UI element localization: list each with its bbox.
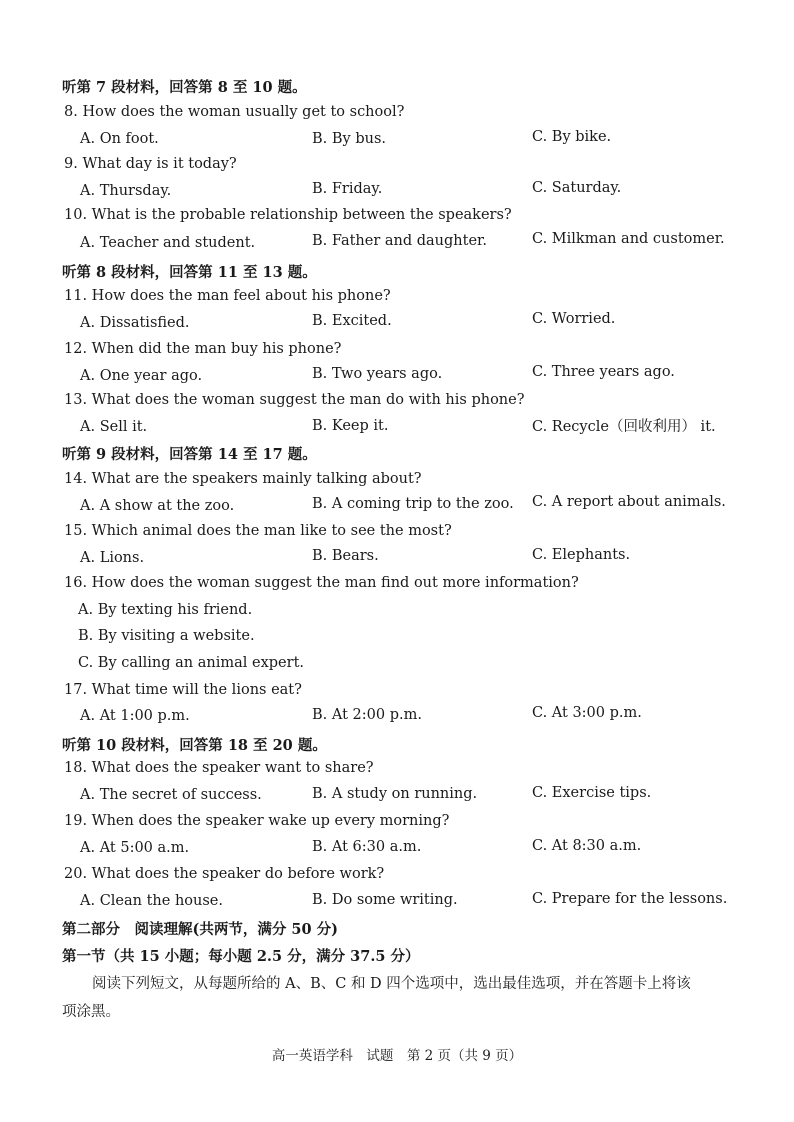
question-20: 20. What does the speaker do before work? xyxy=(64,866,385,882)
option-12b: B. Two years ago. xyxy=(312,366,443,382)
question-18: 18. What does the speaker want to share? xyxy=(64,760,374,776)
option-16b: B. By visiting a website. xyxy=(78,628,255,644)
option-13c: C. Recycle（回收利用） it. xyxy=(532,419,716,435)
option-12a: A. One year ago. xyxy=(80,368,203,384)
question-19: 19. When does the speaker wake up every morning? xyxy=(64,813,450,829)
option-10c: C. Milkman and customer. xyxy=(532,231,725,247)
option-19b: B. At 6:30 a.m. xyxy=(312,839,422,855)
option-9b: B. Friday. xyxy=(312,181,383,197)
option-17c: C. At 3:00 p.m. xyxy=(532,705,642,721)
option-18b: B. A study on running. xyxy=(312,786,478,802)
option-10a: A. Teacher and student. xyxy=(80,235,256,251)
option-14a: A. A show at the zoo. xyxy=(80,498,235,514)
section-heading-10: 听第 10 段材料，回答第 18 至 20 题。 xyxy=(62,737,327,754)
option-9a: A. Thursday. xyxy=(80,183,172,199)
option-16a: A. By texting his friend. xyxy=(78,602,253,618)
question-12: 12. When did the man buy his phone? xyxy=(64,341,342,357)
option-15b: B. Bears. xyxy=(312,548,379,564)
question-9: 9. What day is it today? xyxy=(64,156,237,172)
option-13a: A. Sell it. xyxy=(80,419,148,435)
part-two-heading: 第二部分 阅读理解(共两节，满分 50 分) xyxy=(62,921,338,938)
section-one-heading: 第一节（共 15 小题；每小题 2.5 分，满分 37.5 分） xyxy=(62,948,420,965)
question-8: 8. How does the woman usually get to school? xyxy=(64,104,405,120)
option-15a: A. Lions. xyxy=(80,550,145,566)
option-10b: B. Father and daughter. xyxy=(312,233,487,249)
option-17a: A. At 1:00 p.m. xyxy=(80,708,190,724)
option-16c: C. By calling an animal expert. xyxy=(78,655,305,671)
option-19a: A. At 5:00 a.m. xyxy=(80,840,190,856)
question-10: 10. What is the probable relationship between the speakers? xyxy=(64,207,512,223)
question-15: 15. Which animal does the man like to see the most? xyxy=(64,523,452,539)
option-20c: C. Prepare for the lessons. xyxy=(532,891,728,907)
option-19c: C. At 8:30 a.m. xyxy=(532,838,642,854)
question-16: 16. How does the woman suggest the man find out more information? xyxy=(64,575,579,591)
option-20a: A. Clean the house. xyxy=(80,893,223,909)
option-18c: C. Exercise tips. xyxy=(532,785,652,801)
instruction-line-1: 阅读下列短文，从每题所给的 A、B、C 和 D 四个选项中，选出最佳选项，并在答题卡上将该 xyxy=(92,976,691,992)
option-8b: B. By bus. xyxy=(312,131,387,147)
option-18a: A. The secret of success. xyxy=(80,787,262,803)
option-13b: B. Keep it. xyxy=(312,418,389,434)
option-11b: B. Excited. xyxy=(312,313,392,329)
option-11c: C. Worried. xyxy=(532,311,616,327)
option-11a: A. Dissatisfied. xyxy=(80,315,190,331)
option-14c: C. A report about animals. xyxy=(532,494,726,510)
option-9c: C. Saturday. xyxy=(532,180,622,196)
option-8a: A. On foot. xyxy=(80,131,159,147)
question-11: 11. How does the man feel about his phone? xyxy=(64,288,391,304)
option-12c: C. Three years ago. xyxy=(532,364,675,380)
question-14: 14. What are the speakers mainly talking about? xyxy=(64,471,422,487)
instruction-line-2: 项涂黑。 xyxy=(62,1004,120,1020)
option-14b: B. A coming trip to the zoo. xyxy=(312,496,514,512)
question-17: 17. What time will the lions eat? xyxy=(64,682,302,698)
option-17b: B. At 2:00 p.m. xyxy=(312,707,422,723)
option-20b: B. Do some writing. xyxy=(312,892,458,908)
section-heading-9: 听第 9 段材料，回答第 14 至 17 题。 xyxy=(62,446,317,463)
page-footer: 高一英语学科 试题 第 2 页（共 9 页） xyxy=(271,1048,523,1064)
section-heading-7: 听第 7 段材料，回答第 8 至 10 题。 xyxy=(62,79,307,96)
option-15c: C. Elephants. xyxy=(532,547,631,563)
option-8c: C. By bike. xyxy=(532,129,612,145)
question-13: 13. What does the woman suggest the man do with his phone? xyxy=(64,392,525,408)
section-heading-8: 听第 8 段材料，回答第 11 至 13 题。 xyxy=(62,264,317,281)
